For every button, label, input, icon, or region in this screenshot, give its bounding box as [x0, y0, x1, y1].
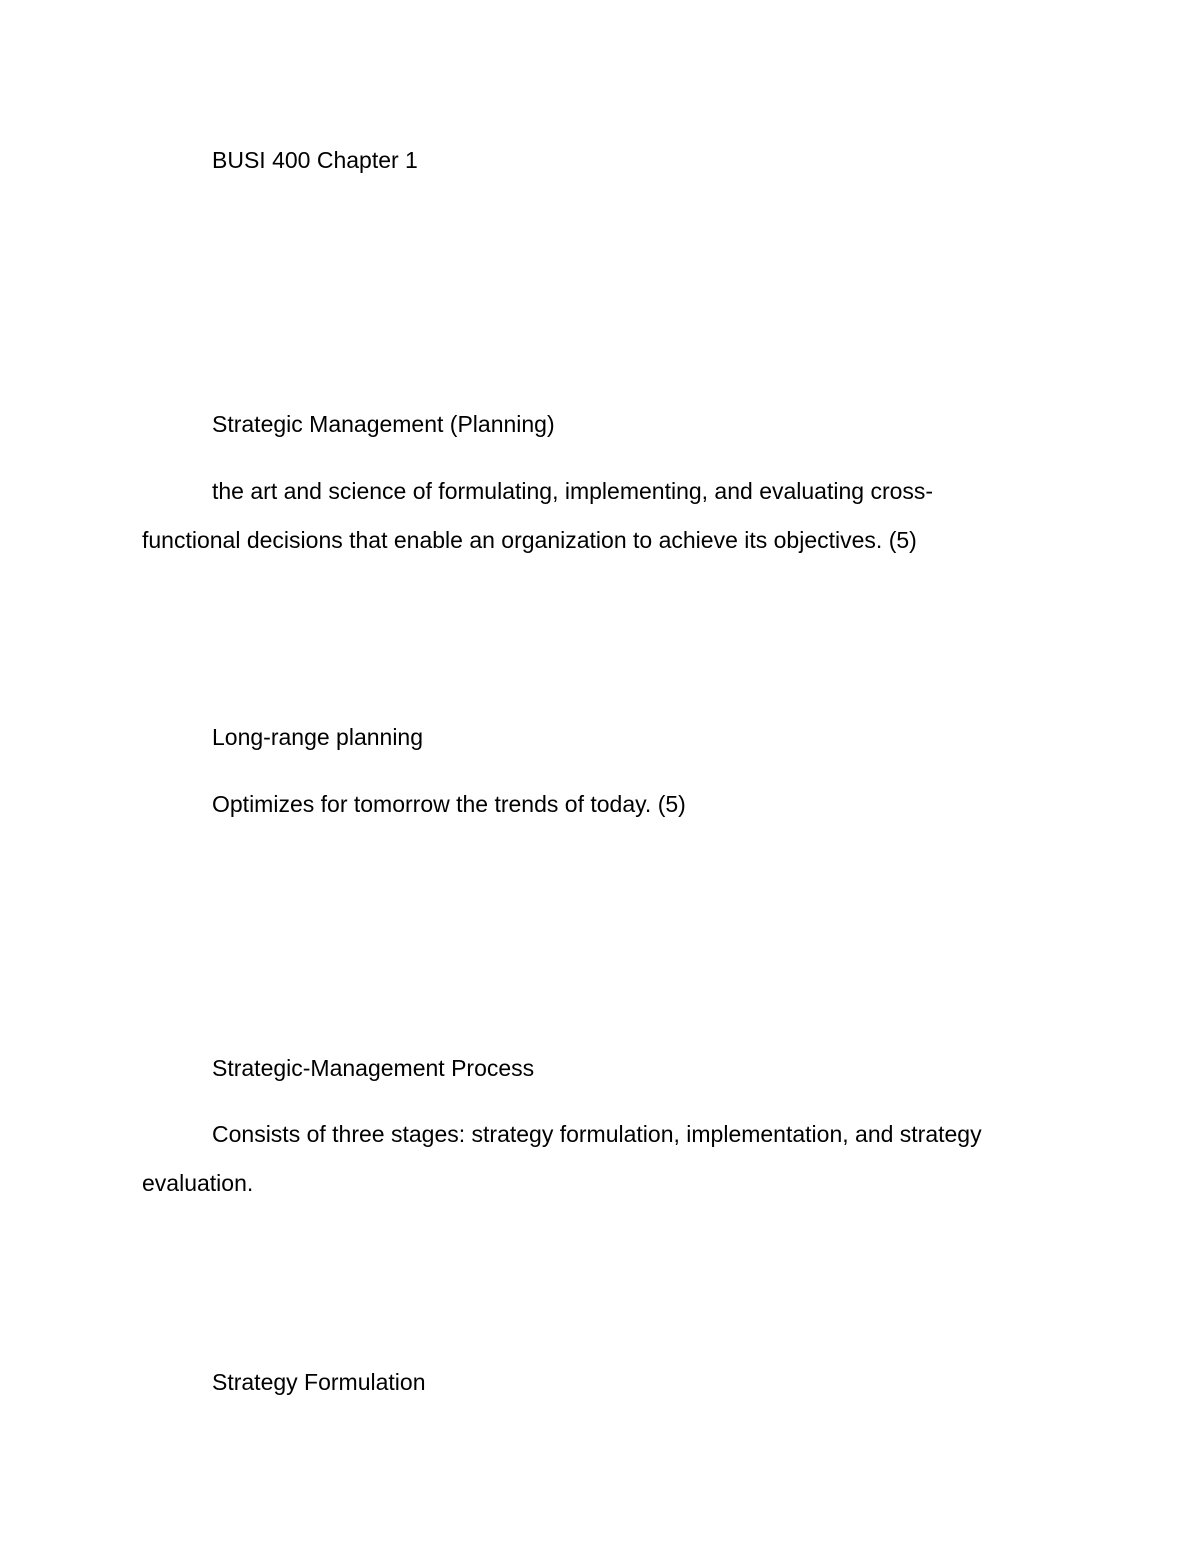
section-body-strategic-management-line-2: functional decisions that enable an organization to achieve its objectives. (5)	[142, 527, 917, 553]
document-title: BUSI 400 Chapter 1	[212, 147, 418, 173]
section-heading-long-range-planning: Long-range planning	[212, 724, 424, 750]
section-body-long-range-planning-line-1: Optimizes for tomorrow the trends of today. (5)	[212, 791, 686, 817]
section-heading-strategic-management: Strategic Management (Planning)	[212, 411, 555, 437]
section-body-strategic-management-line-1: the art and science of formulating, implementing, and evaluating cross-	[212, 478, 934, 504]
section-heading-strategic-management-process: Strategic-Management Process	[212, 1055, 535, 1081]
section-body-strategic-management-process-line-2: evaluation.	[142, 1170, 254, 1196]
section-body-strategic-management-process-line-1: Consists of three stages: strategy formulation, implementation, and strategy	[212, 1121, 982, 1147]
section-heading-strategy-formulation: Strategy Formulation	[212, 1369, 426, 1395]
